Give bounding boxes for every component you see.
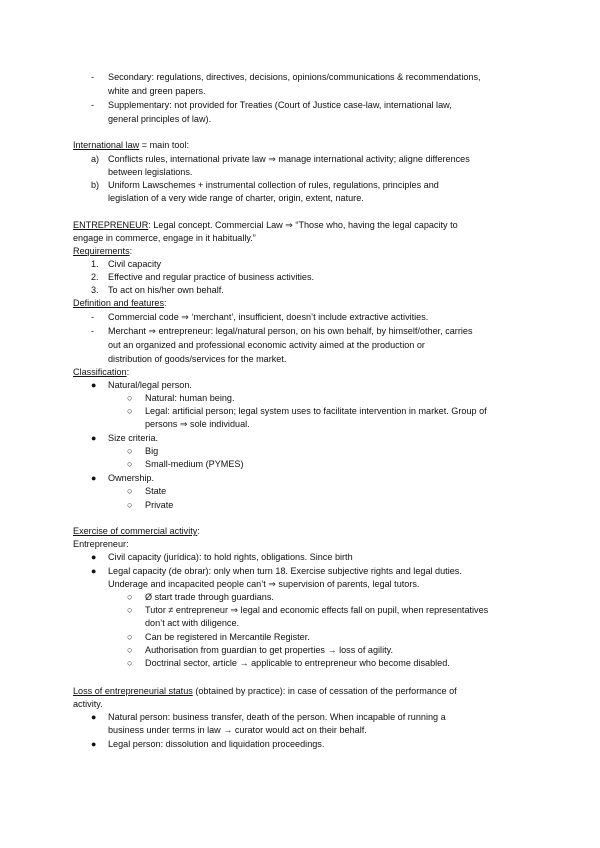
bullet-marker: ●: [91, 552, 97, 562]
sub-bullet-text: Legal: artificial person; legal system uses to facilitate intervention in market. Group of: [145, 406, 487, 416]
heading-rest: (obtained by practice): in case of cessation of the performance of: [192, 686, 457, 696]
bullet-marker: ●: [91, 712, 97, 722]
bullet-text: Legal person: dissolution and liquidation proceedings.: [108, 739, 325, 749]
sub-bullet-text: persons ⇒ sole individual.: [145, 419, 250, 429]
list-item-text: Supplementary: not provided for Treaties (Court of Justice case-law, international law,: [108, 100, 452, 110]
sub-bullet-text: Ø start trade through guardians.: [145, 592, 274, 602]
list-marker: 3.: [91, 285, 99, 295]
sub-bullet-marker: ○: [127, 592, 133, 602]
list-item-text: general principles of law).: [108, 114, 212, 124]
requirements-heading: [73, 245, 132, 258]
list-marker: a): [91, 154, 100, 164]
bullet-marker: ●: [91, 739, 97, 749]
list-item-text: To act on his/her own behalf.: [108, 285, 224, 295]
section-heading: Requirements: [73, 246, 130, 256]
list-marker: b): [91, 180, 100, 190]
list-item-text: Uniform Lawschemes + instrumental collection of rules, regulations, principles and: [108, 180, 439, 190]
international-law-heading: [73, 139, 189, 152]
heading-colon: :: [164, 298, 167, 308]
paragraph-line: engage in commerce, engage in it habitually.”: [73, 233, 256, 243]
sub-bullet-marker: ○: [127, 605, 133, 615]
sub-bullet-text: Natural: human being.: [145, 393, 235, 403]
bullet-marker: ●: [91, 473, 97, 483]
section-heading: Definition and features: [73, 298, 164, 308]
sub-bullet-text: Can be registered in Mercantile Register.: [145, 632, 310, 642]
heading-rest: : Legal concept. Commercial Law ⇒ “Those who, having the legal capacity to: [148, 220, 458, 230]
sub-bullet-marker: ○: [127, 446, 133, 456]
paragraph-line: activity.: [73, 699, 103, 709]
heading-rest: = main tool:: [139, 140, 190, 150]
bullet-text: Legal capacity (de obrar): only when turn 18. Exercise subjective rights and legal duties.: [108, 566, 462, 576]
list-item-text: legislation of a very wide range of charter, origin, extent, nature.: [108, 193, 364, 203]
sub-bullet-text: Big: [145, 446, 159, 456]
bullet-marker: ●: [91, 380, 97, 390]
sub-bullet-marker: ○: [127, 393, 133, 403]
list-item-text: Conflicts rules, international private law ⇒ manage international activity; aligne differences: [108, 154, 470, 164]
heading-colon: :: [197, 526, 200, 536]
list-marker: 2.: [91, 272, 99, 282]
sub-bullet-text: Private: [145, 500, 174, 510]
list-item-text: distribution of goods/services for the market.: [108, 354, 287, 364]
list-marker: 1.: [91, 259, 99, 269]
bullet-marker: ●: [91, 566, 97, 576]
heading-colon: :: [126, 367, 130, 377]
list-marker: -: [91, 326, 95, 336]
heading-colon: :: [129, 246, 133, 256]
classification-heading: [73, 366, 129, 379]
sub-bullet-text: Doctrinal sector, article → applicable to entrepreneur who become disabled.: [145, 658, 450, 668]
list-item-text: out an organized and professional economic activity aimed at the production or: [108, 340, 425, 350]
section-heading: ENTREPRENEUR: [73, 220, 149, 230]
exercise-heading: [73, 525, 200, 538]
section-heading: Classification: [73, 367, 127, 377]
bullet-text: Natural person: business transfer, death of the person. When incapable of running a: [108, 712, 446, 722]
sub-bullet-marker: ○: [127, 658, 133, 668]
list-marker: -: [91, 312, 95, 322]
sub-bullet-text: don’t act with diligence.: [145, 618, 240, 628]
list-item-text: Commercial code ⇒ ‘merchant’, insufficient, doesn’t include extractive activities.: [108, 312, 429, 322]
list-item-text: between legislations.: [108, 167, 193, 177]
list-item-text: Secondary: regulations, directives, decisions, opinions/communications & recommendations,: [108, 72, 481, 82]
bullet-text: Underage and incapacited people can’t ⇒ supervision of parents, legal tutors.: [108, 579, 420, 589]
sub-bullet-marker: ○: [127, 406, 133, 416]
bullet-text: Size criteria.: [108, 433, 159, 443]
bullet-text: business under terms in law → curator would act on their behalf.: [108, 725, 367, 735]
sub-bullet-text: Authorisation from guardian to get properties → loss of agility.: [145, 645, 394, 655]
subheading: Entrepreneur:: [73, 539, 129, 549]
list-item-text: white and green papers.: [108, 86, 206, 96]
list-marker: -: [91, 72, 95, 82]
section-heading: International law: [73, 140, 140, 150]
list-item-text: Effective and regular practice of business activities.: [108, 272, 315, 282]
bullet-text: Civil capacity (jurídica): to hold rights, obligations. Since birth: [108, 552, 353, 562]
entrepreneur-heading: [73, 219, 458, 232]
sub-bullet-text: State: [145, 486, 167, 496]
section-heading: Loss of entrepreneurial status: [73, 686, 193, 696]
list-item-text: Civil capacity: [108, 259, 162, 269]
sub-bullet-text: Small-medium (PYMES): [145, 459, 244, 469]
sub-bullet-marker: ○: [127, 645, 133, 655]
sub-bullet-marker: ○: [127, 500, 133, 510]
sub-bullet-marker: ○: [127, 459, 133, 469]
definition-heading: [73, 297, 167, 310]
section-heading: Exercise of commercial activity: [73, 526, 198, 536]
list-marker: -: [91, 100, 95, 110]
bullet-text: Ownership.: [108, 473, 154, 483]
list-item-text: Merchant ⇒ entrepreneur: legal/natural person, on his own behalf, by himself/other, carries: [108, 326, 473, 336]
sub-bullet-marker: ○: [127, 486, 133, 496]
bullet-text: Natural/legal person.: [108, 380, 192, 390]
bullet-marker: ●: [91, 433, 97, 443]
sub-bullet-marker: ○: [127, 632, 133, 642]
sub-bullet-text: Tutor ≠ entrepreneur ⇒ legal and economic effects fall on pupil, when representatives: [145, 605, 489, 615]
loss-heading: [73, 685, 457, 698]
